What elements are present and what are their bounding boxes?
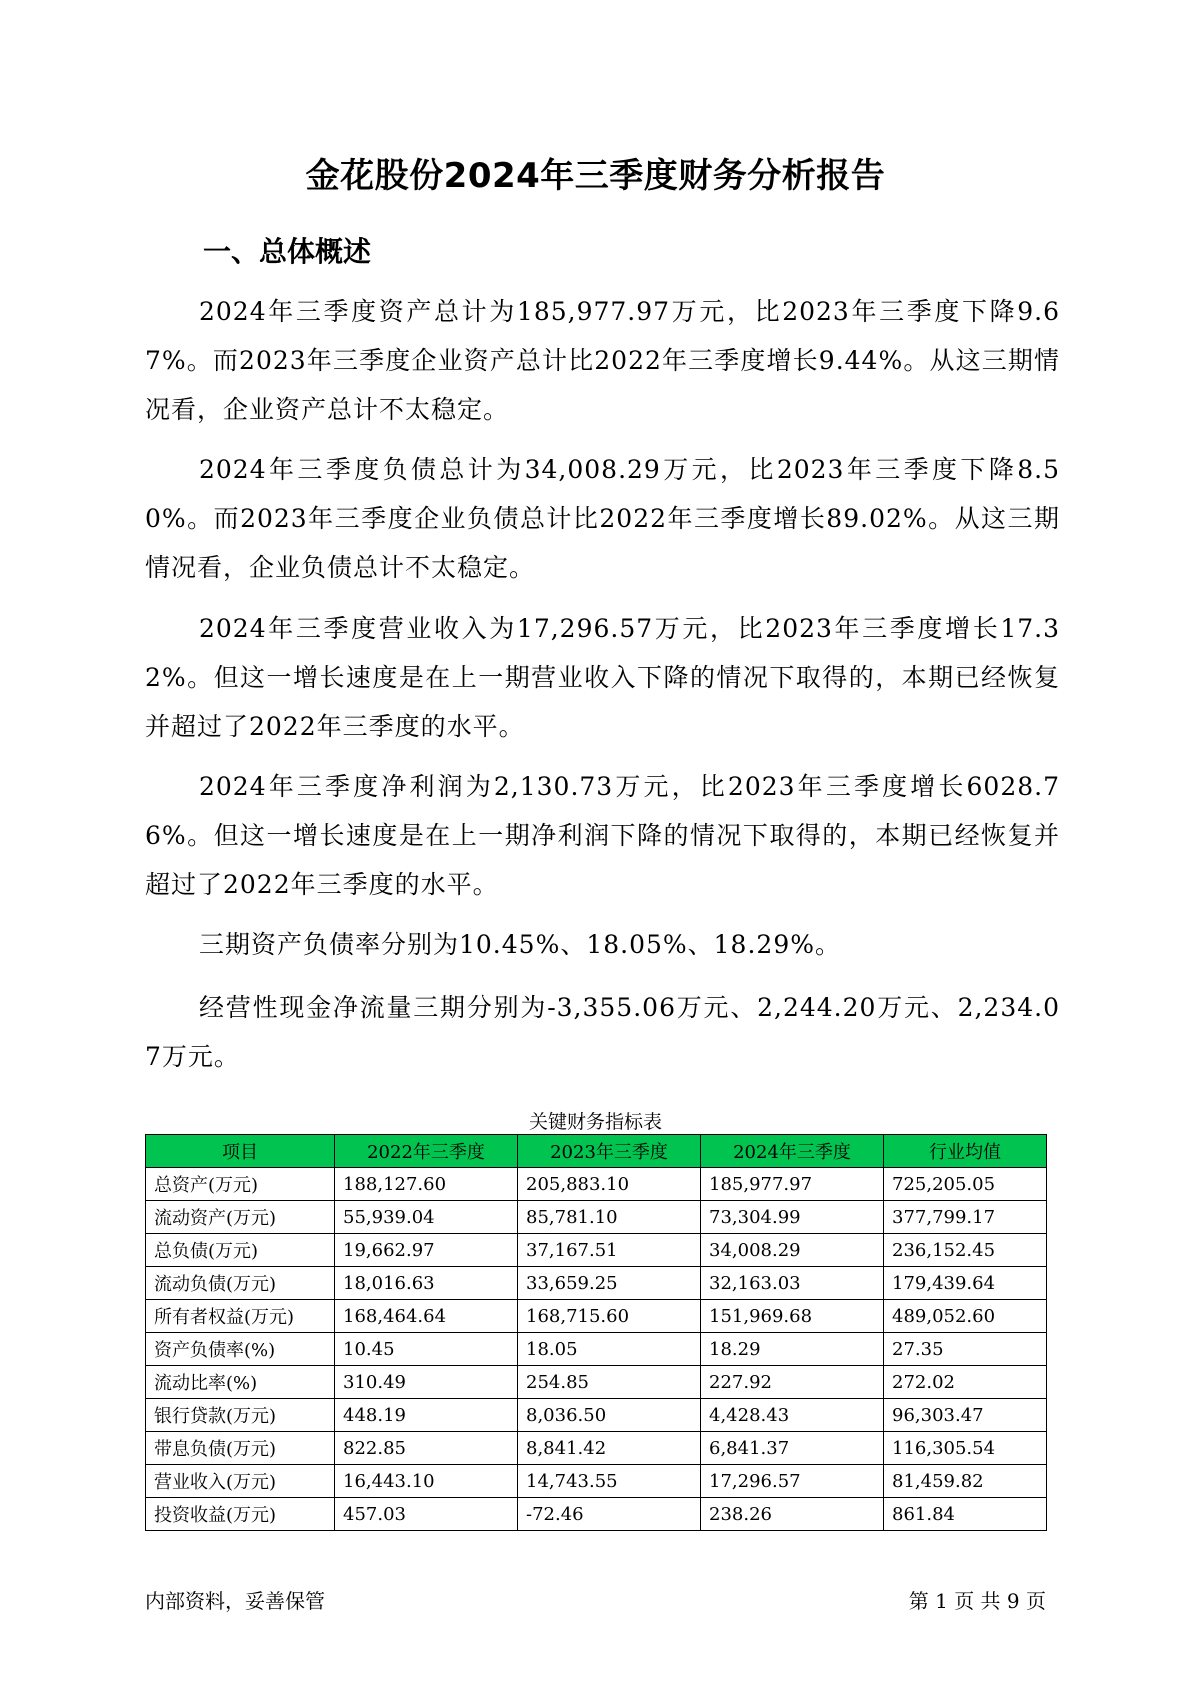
table-cell: 188,127.60 — [335, 1168, 518, 1201]
table-cell: -72.46 — [518, 1498, 701, 1531]
row-label: 投资收益(万元) — [146, 1498, 335, 1531]
header-cell: 行业均值 — [884, 1135, 1047, 1168]
row-label: 营业收入(万元) — [146, 1465, 335, 1498]
table-header-row — [146, 1135, 1047, 1168]
table-cell: 236,152.45 — [884, 1234, 1047, 1267]
table-caption: 关键财务指标表 — [528, 1111, 662, 1133]
row-label: 银行贷款(万元) — [146, 1399, 335, 1432]
table-row — [146, 1201, 1047, 1234]
table-cell: 4,428.43 — [701, 1399, 884, 1432]
table-cell: 168,715.60 — [518, 1300, 701, 1333]
table-cell: 254.85 — [518, 1366, 701, 1399]
table-cell: 27.35 — [884, 1333, 1047, 1366]
table-cell: 96,303.47 — [884, 1399, 1047, 1432]
table-cell: 457.03 — [335, 1498, 518, 1531]
table-cell: 73,304.99 — [701, 1201, 884, 1234]
footer-confidential-note: 内部资料，妥善保管 — [145, 1589, 325, 1613]
footer-page-number: 第 1 页 共 9 页 — [908, 1589, 1046, 1613]
table-cell: 116,305.54 — [884, 1432, 1047, 1465]
table-row — [146, 1432, 1047, 1465]
section-heading: 一、总体概述 — [203, 235, 372, 268]
table-row — [146, 1300, 1047, 1333]
table-row — [146, 1366, 1047, 1399]
table-cell: 238.26 — [701, 1498, 884, 1531]
row-label: 流动负债(万元) — [146, 1267, 335, 1300]
table-cell: 19,662.97 — [335, 1234, 518, 1267]
header-cell: 2024年三季度 — [701, 1135, 884, 1168]
row-label: 流动比率(%) — [146, 1366, 335, 1399]
table-cell: 448.19 — [335, 1399, 518, 1432]
header-cell: 2022年三季度 — [335, 1135, 518, 1168]
paragraph-revenue: 2024年三季度营业收入为17,296.57万元，比2023年三季度增长17.32%。但这一增长速度是在上一期营业收入下降的情况下取得的，本期已经恢复并超过了2022年三季度的水平。 — [145, 614, 1060, 741]
row-label: 总资产(万元) — [146, 1168, 335, 1201]
row-label: 流动资产(万元) — [146, 1201, 335, 1234]
table-cell: 16,443.10 — [335, 1465, 518, 1498]
table-cell: 8,036.50 — [518, 1399, 701, 1432]
paragraph-cash-flow: 经营性现金净流量三期分别为-3,355.06万元、2,244.20万元、2,234.07万元。 — [145, 993, 1060, 1071]
table-cell: 725,205.05 — [884, 1168, 1047, 1201]
row-label: 所有者权益(万元) — [146, 1300, 335, 1333]
table-cell: 272.02 — [884, 1366, 1047, 1399]
report-title: 金花股份2024年三季度财务分析报告 — [305, 156, 886, 196]
table-cell: 55,939.04 — [335, 1201, 518, 1234]
row-label: 带息负债(万元) — [146, 1432, 335, 1465]
table-cell: 185,977.97 — [701, 1168, 884, 1201]
table-cell: 227.92 — [701, 1366, 884, 1399]
table-cell: 310.49 — [335, 1366, 518, 1399]
table-row — [146, 1465, 1047, 1498]
table-cell: 33,659.25 — [518, 1267, 701, 1300]
table-cell: 205,883.10 — [518, 1168, 701, 1201]
table-cell: 168,464.64 — [335, 1300, 518, 1333]
table-row — [146, 1333, 1047, 1366]
table-row — [146, 1267, 1047, 1300]
table-row — [146, 1168, 1047, 1201]
table-row — [146, 1234, 1047, 1267]
table-cell: 18.05 — [518, 1333, 701, 1366]
row-label: 总负债(万元) — [146, 1234, 335, 1267]
header-cell: 2023年三季度 — [518, 1135, 701, 1168]
table-cell: 10.45 — [335, 1333, 518, 1366]
paragraph-liabilities: 2024年三季度负债总计为34,008.29万元，比2023年三季度下降8.50%。而2023年三季度企业负债总计比2022年三季度增长89.02%。从这三期情况看，企业负债总计不太稳定。 — [145, 455, 1060, 582]
paragraph-assets: 2024年三季度资产总计为185,977.97万元，比2023年三季度下降9.67%。而2023年三季度企业资产总计比2022年三季度增长9.44%。从这三期情况看，企业资产总计不太稳定。 — [145, 297, 1060, 424]
table-cell: 8,841.42 — [518, 1432, 701, 1465]
table-cell: 18,016.63 — [335, 1267, 518, 1300]
table-cell: 822.85 — [335, 1432, 518, 1465]
table-cell: 179,439.64 — [884, 1267, 1047, 1300]
table-row — [146, 1399, 1047, 1432]
table-cell: 81,459.82 — [884, 1465, 1047, 1498]
table-cell: 14,743.55 — [518, 1465, 701, 1498]
table-cell: 151,969.68 — [701, 1300, 884, 1333]
table-cell: 6,841.37 — [701, 1432, 884, 1465]
table-cell: 489,052.60 — [884, 1300, 1047, 1333]
header-cell: 项目 — [146, 1135, 335, 1168]
paragraph-net-profit: 2024年三季度净利润为2,130.73万元，比2023年三季度增长6028.76%。但这一增长速度是在上一期净利润下降的情况下取得的，本期已经恢复并超过了2022年三季度的水平。 — [145, 772, 1060, 899]
table-cell: 18.29 — [701, 1333, 884, 1366]
key-financial-table — [145, 1134, 1047, 1531]
table-cell: 34,008.29 — [701, 1234, 884, 1267]
table-cell: 17,296.57 — [701, 1465, 884, 1498]
paragraph-debt-ratio: 三期资产负债率分别为10.45%、18.05%、18.29%。 — [199, 930, 841, 959]
table-cell: 85,781.10 — [518, 1201, 701, 1234]
table-cell: 377,799.17 — [884, 1201, 1047, 1234]
table-cell: 861.84 — [884, 1498, 1047, 1531]
table-cell: 32,163.03 — [701, 1267, 884, 1300]
table-row — [146, 1498, 1047, 1531]
table-cell: 37,167.51 — [518, 1234, 701, 1267]
row-label: 资产负债率(%) — [146, 1333, 335, 1366]
